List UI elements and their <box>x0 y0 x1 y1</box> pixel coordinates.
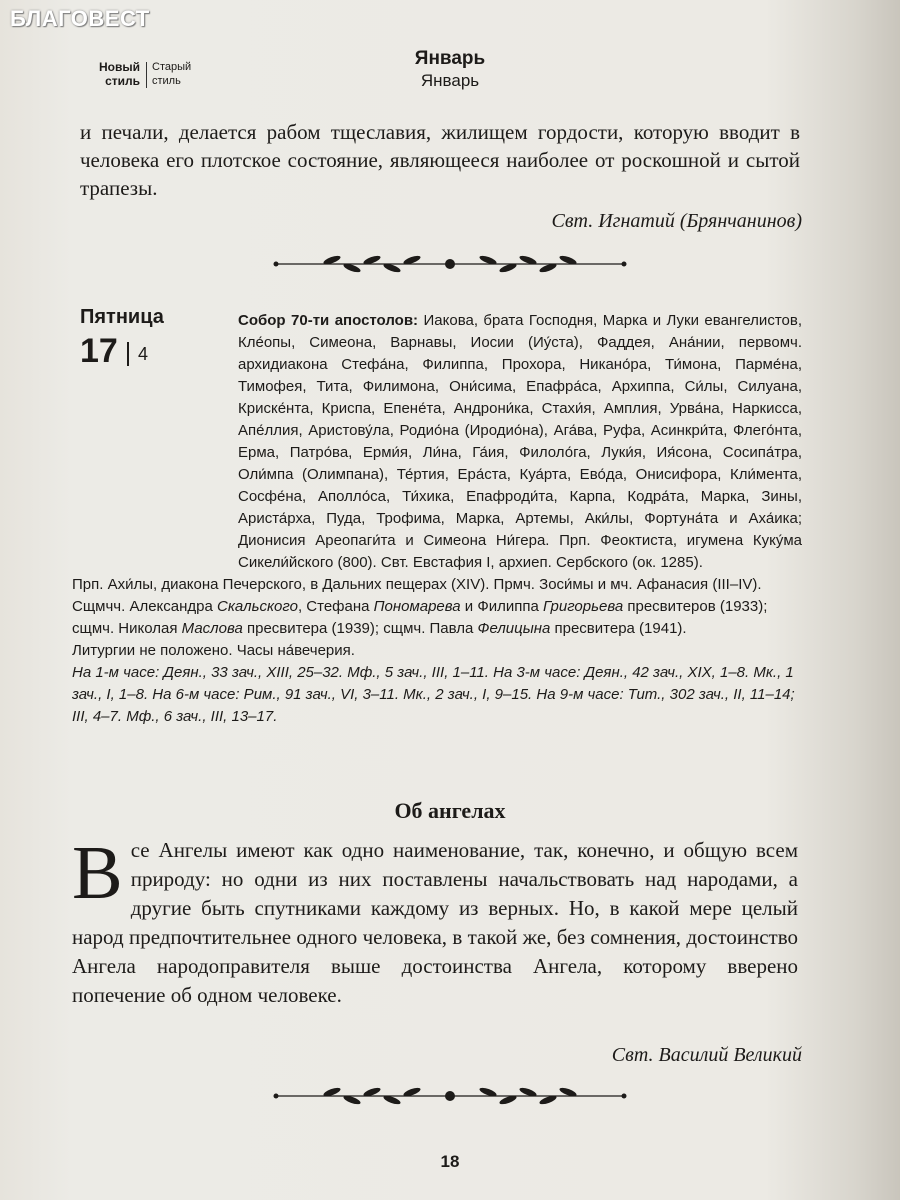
quote-author: Свт. Игнатий (Брянчанинов) <box>551 210 802 232</box>
page-number: 18 <box>440 1152 460 1171</box>
section-body: се Ангелы имеют как одно наименование, так, конечно, и общую всем природу: но одни из них поставлены начальствовать над народами, а другие быть спутниками каждому из верных. Но, в какой мере целый народ предпочтительнее одного человека, в такой же, без сомнения, достоинство Ангела народоправителя выше достоинства Ангела, которому вверено попечение об одном человеке. <box>72 838 798 1007</box>
month-old-style: Январь <box>420 71 480 90</box>
new-style-label: Новый стиль <box>99 60 140 88</box>
note-line-martyrs: Сщмчч. Александра Скальского, Стефана Пономарева и Филиппа Григорьева пресвитеров (1933); сщмч. Николая Маслова пресвитера (1939); сщмч. Павла Фелицына пресвитера (1941). <box>72 598 768 637</box>
liturgy-note: Литургии не положено. Часы на́вечерия. <box>72 642 355 659</box>
saints-title: Собор 70-ти апостолов: <box>238 312 419 329</box>
day-number: 17 <box>80 332 118 370</box>
weekday-label: Пятница <box>80 306 164 328</box>
readings-note: На 1-м часе: Деян., 33 зач., XIII, 25–32. Мф., 5 зач., III, 1–11. На 3-м часе: Деян., 42 зач., XIX, 1–8. Мк., 1 зач., I, 1–8. На 6-м часе: Рим., 91 зач., VI, 3–11. Мк., 2 зач., I, 9–15. На 9-м часе: Тит., 302 зач., II, 11–14; III, 4–7. Мф., 6 зач., III, 13–17. <box>72 664 795 725</box>
page-header <box>0 44 900 100</box>
watermark: БЛАГОВЕСТ <box>10 6 150 31</box>
ornament-divider-bottom <box>272 1086 628 1106</box>
saints-list <box>238 310 802 574</box>
saints-text: Иакова, брата Господня, Марка и Луки евангелистов, Кле́опы, Симеона, Варнавы, Иосии (Иу́ста), Фаддея, Ана́нии, первомч. архидиакона Стефа́на, Филиппа, Прохора, Никано́ра, Ти́мона, Парме́на, Тимофея, Тита, Филимона, Они́сима, Епафра́са, Архиппа, Си́лы, Силуана, Криске́нта, Криспа, Епене́та, Андрони́ка, Стахи́я, Амплия, Урва́на, Наркисса, Апе́ллия, Аристову́ла, Родио́на (Иродио́на), Ага́ва, Руфа, Асинкри́та, Флего́нта, Ерма, Патро́ва, Ерми́я, Ли́на, Га́ия, Филоло́га, Луки́я, Ия́сона, Сосипа́тра, Оли́мпа (Олимпана), Те́ртия, Ера́ста, Куа́рта, Ево́да, Онисифора, Кли́мента, Сосфе́на, Аполло́са, Ти́хика, Епафроди́та, Карпа, Кодра́та, Марка, Зины, Ариста́рха, Пуда, Трофима, Марка, Артемы, Аки́лы, Фортуна́та и Аха́ика; Дионисия Ареопаги́та и Симеона Ни́гера. Прп. Феоктиста, игумена Куку́ма Сикели́йского (800). Свт. Евстафия I, архиеп. Сербского (ок. 1285). <box>238 312 802 571</box>
quote-text: и печали, делается рабом тщеславия, жилищем гордости, которую вводит в человека его плотское состояние, являющееся наиболее от роскошной и сытой трапезы. <box>80 120 800 200</box>
note-line: Прп. Ахи́лы, диакона Печерского, в Дальних пещерах (XIV). Прмч. Зоси́мы и мч. Афанасия (III–IV). <box>72 576 762 593</box>
month-new-style: Январь <box>414 48 486 69</box>
day-divider <box>127 342 129 366</box>
old-day-number: 4 <box>138 344 149 364</box>
old-style-label: Старый стиль <box>152 61 192 87</box>
section-text <box>72 831 798 1010</box>
section-title: Об ангелах <box>394 798 506 823</box>
commemorations-notes <box>72 574 802 728</box>
ornament-divider <box>272 254 628 274</box>
drop-cap: В <box>72 831 123 915</box>
section-author: Свт. Василий Великий <box>611 1044 802 1066</box>
